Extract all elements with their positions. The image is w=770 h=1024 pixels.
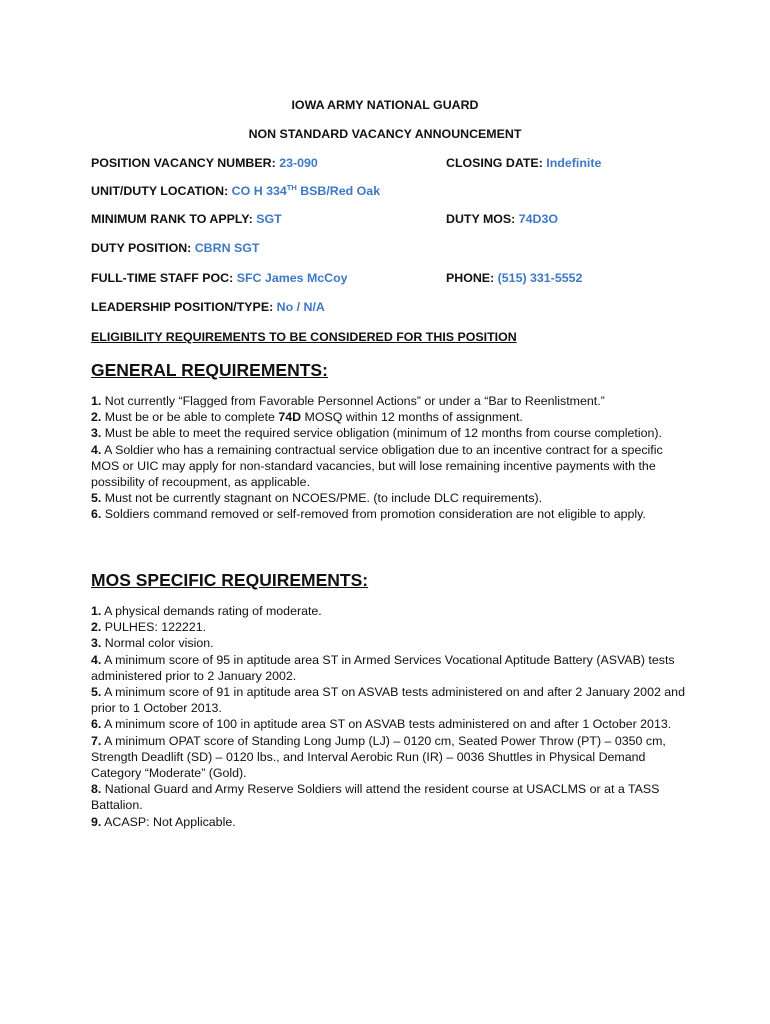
poc-value: SFC James McCoy: [236, 271, 348, 285]
minimum-rank-label: MINIMUM RANK TO APPLY:: [91, 212, 253, 226]
item-number: 9.: [91, 814, 102, 829]
item-text: National Guard and Army Reserve Soldiers will attend the resident course at USACLMS or at a TASS Battalion.: [91, 782, 660, 813]
general-requirements-heading: GENERAL REQUIREMENTS:: [91, 360, 328, 380]
phone-value: (515) 331-5552: [497, 271, 583, 285]
closing-date-field: [446, 156, 601, 170]
duty-mos-value: 74D3O: [518, 212, 559, 226]
item-text: PULHES: 122221.: [101, 620, 207, 635]
position-vacancy-value: 23-090: [279, 156, 318, 170]
eligibility-title: ELIGIBILITY REQUIREMENTS TO BE CONSIDERED FOR THIS POSITION: [91, 330, 517, 344]
item-number: 8.: [91, 782, 102, 797]
item-text: Not currently “Flagged from Favorable Personnel Actions” or under a “Bar to Reenlistment.”: [101, 394, 605, 408]
list-item: [91, 603, 685, 619]
duty-position-label: DUTY POSITION:: [91, 241, 192, 255]
list-item: [91, 425, 685, 441]
unit-location-label: UNIT/DUTY LOCATION:: [91, 184, 229, 198]
item-text: Soldiers command removed or self-removed from promotion consideration are not eligible to apply.: [101, 507, 646, 522]
duty-mos-label: DUTY MOS:: [446, 212, 516, 226]
unit-value-suffix: BSB/Red Oak: [296, 184, 381, 198]
general-requirements-list: [91, 393, 685, 523]
item-text: A minimum score of 91 in aptitude area ST on ASVAB tests administered on and after 2 January 2002 and prior to 1 October 2013.: [91, 685, 685, 716]
list-item: [91, 814, 685, 830]
position-vacancy-field: [91, 156, 318, 170]
unit-value-superscript: TH: [286, 183, 297, 192]
minimum-rank-field: [91, 212, 282, 226]
poc-label: FULL-TIME STAFF POC:: [91, 271, 234, 285]
phone-field: [446, 271, 582, 285]
duty-position-value: CBRN SGT: [194, 241, 260, 255]
item-text: ACASP: Not Applicable.: [101, 814, 236, 829]
item-number: 1.: [91, 604, 102, 618]
item-number: 4.: [91, 442, 102, 457]
item-number: 5.: [91, 491, 102, 506]
position-vacancy-label: POSITION VACANCY NUMBER:: [91, 156, 276, 170]
mos-requirements-heading: MOS SPECIFIC REQUIREMENTS:: [91, 570, 369, 590]
item-text: A physical demands rating of moderate.: [101, 604, 322, 618]
phone-label: PHONE:: [446, 271, 495, 285]
list-item: [91, 490, 685, 506]
duty-position-field: [91, 241, 259, 255]
unit-location-field: [91, 183, 380, 198]
item-number: 3.: [91, 426, 102, 441]
minimum-rank-value: SGT: [256, 212, 282, 226]
item-text: Must be or be able to complete: [101, 410, 279, 425]
closing-date-value: Indefinite: [546, 156, 602, 170]
item-text-bold: 74D: [278, 410, 302, 425]
poc-field: [91, 271, 348, 285]
list-item: [91, 409, 685, 425]
list-item: [91, 716, 685, 732]
item-number: 6.: [91, 507, 102, 522]
list-item: [91, 506, 685, 522]
item-number: 6.: [91, 717, 102, 732]
unit-location-value: [232, 184, 380, 198]
list-item: [91, 393, 685, 409]
item-text: Must not be currently stagnant on NCOES/PME. (to include DLC requirements).: [101, 491, 543, 506]
list-item: [91, 652, 685, 684]
item-text: Must be able to meet the required service obligation (minimum of 12 months from course completion).: [101, 426, 662, 441]
list-item: [91, 442, 685, 491]
list-item: [91, 781, 685, 813]
item-number: 2.: [91, 620, 102, 635]
item-text: A minimum score of 100 in aptitude area ST on ASVAB tests administered on and after 1 October 2013.: [101, 717, 672, 732]
list-item: [91, 733, 685, 782]
duty-mos-field: [446, 212, 558, 226]
item-number: 7.: [91, 733, 102, 748]
mos-requirements-list: [91, 603, 685, 830]
item-number: 2.: [91, 410, 102, 425]
item-text: A minimum OPAT score of Standing Long Jump (LJ) – 0120 cm, Seated Power Throw (PT) – 0350 cm, Strength Deadlift (SD) – 0120 lbs., and Interval Aerobic Run (IR) – 0036 Shuttles in Physical Demand Category “Moderate” (Gold).: [91, 733, 666, 781]
item-number: 3.: [91, 636, 102, 651]
document-title: NON STANDARD VACANCY ANNOUNCEMENT: [248, 127, 522, 141]
leadership-field: [91, 300, 325, 314]
item-number: 4.: [91, 652, 102, 667]
org-title: IOWA ARMY NATIONAL GUARD: [291, 98, 479, 112]
leadership-value: No / N/A: [276, 300, 325, 314]
item-text: Normal color vision.: [101, 636, 214, 651]
unit-value-main: CO H 334: [231, 184, 287, 198]
item-number: 5.: [91, 685, 102, 700]
item-text: A minimum score of 95 in aptitude area ST in Armed Services Vocational Aptitude Battery (ASVAB) tests administered prior to 2 January 2002.: [91, 652, 675, 683]
list-item: [91, 635, 685, 651]
item-text: MOSQ within 12 months of assignment.: [301, 410, 523, 425]
item-number: 1.: [91, 394, 102, 408]
list-item: [91, 619, 685, 635]
closing-date-label: CLOSING DATE:: [446, 156, 543, 170]
list-item: [91, 684, 685, 716]
item-text: A Soldier who has a remaining contractual service obligation due to an incentive contract for a specific MOS or UIC may apply for non-standard vacancies, but will lose remaining incentive payments with the possibility of recoupment, as applicable.: [91, 442, 663, 490]
leadership-label: LEADERSHIP POSITION/TYPE:: [91, 300, 274, 314]
